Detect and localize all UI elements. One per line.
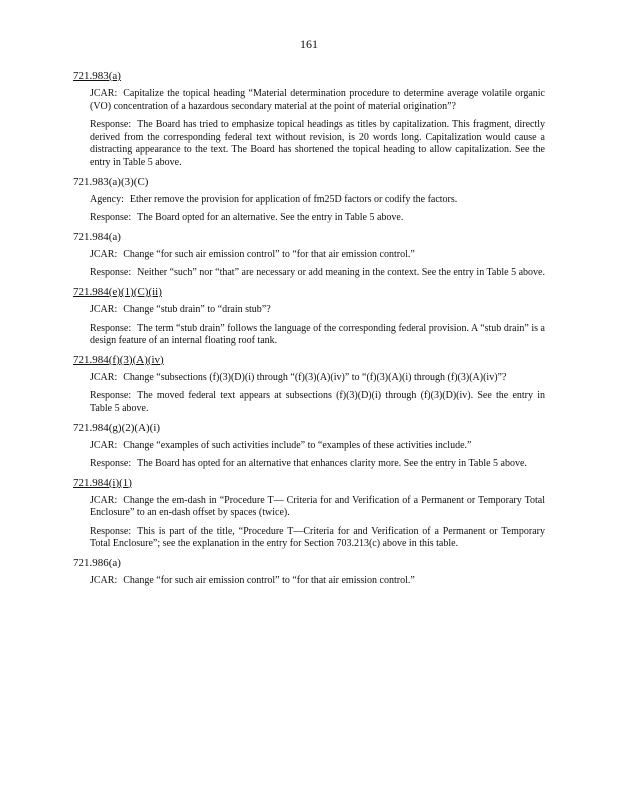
comment-entry (90, 304, 545, 317)
commenter-label: JCAR: (90, 248, 118, 260)
comment-entry (90, 372, 545, 385)
commenter-label: Response: (90, 322, 132, 334)
commenter-label: Response: (90, 212, 132, 224)
commenter-label: Response: (90, 525, 132, 537)
section (73, 286, 545, 348)
comment-text: Capitalize the topical heading “Material determination procedure to determine average volatile organic (VO) concentration of a hazardous secondary material at the point of material origination”? (90, 88, 545, 112)
page-number: 161 (300, 37, 318, 51)
comment-entry (90, 194, 545, 207)
response-text: The Board has tried to emphasize topical headings as titles by capitalization. This fragment, directly derived from the corresponding federal text without revision, is 20 words long. Capitalization would cause a distracting appearance to the text. The Board has shortened the topical heading to allow capitalization. See the entry in Table 5 above. (90, 119, 545, 168)
comment-text: Change the em-dash in “Procedure T— Criteria for and Verification of a Permanent or Temporary Total Enclosure” to an en-dash offset by spaces (twice). (90, 494, 545, 519)
section-heading: 721.983(a)(3)(C) (73, 175, 149, 188)
comment-text: Change “for such air emission control” to “for that air emission control.” (123, 248, 415, 260)
section-heading: 721.984(f)(3)(A)(iv) (73, 353, 164, 366)
response-entry (90, 323, 545, 348)
comment-entry (90, 495, 545, 520)
response-entry (90, 119, 545, 169)
response-entry (90, 458, 545, 471)
comment-entry (90, 88, 545, 113)
section (73, 477, 545, 551)
commenter-label: JCAR: (90, 371, 118, 383)
commenter-label: Response: (90, 390, 132, 402)
section-heading: 721.984(g)(2)(A)(i) (73, 421, 161, 434)
comment-text: Change “examples of such activities include” to “examples of these activities include.” (123, 439, 472, 451)
response-entry (90, 526, 545, 551)
comment-text: Ether remove the provision for application of fm25D factors or codify the factors. (129, 193, 458, 205)
comment-entry (90, 575, 545, 588)
commenter-label: Response: (90, 267, 132, 279)
section (73, 354, 545, 416)
response-text: The Board has opted for an alternative that enhances clarity more. See the entry in Table 5 above. (137, 458, 527, 470)
section-heading: 721.986(a) (73, 557, 121, 570)
response-entry (90, 390, 545, 415)
comment-text: Change “subsections (f)(3)(D)(i) through “(f)(3)(A)(iv)” to “(f)(3)(A)(i) through (f)(3)(A)(iv)”? (123, 371, 507, 383)
section-heading: 721.984(e)(1)(C)(ii) (73, 285, 162, 298)
response-text: Neither “such” nor “that” are necessary or add meaning in the context. See the entry in Table 5 above. (137, 267, 545, 279)
document-body (73, 70, 545, 594)
response-text: This is part of the title, “Procedure T—Criteria for and Verification of a Permanent or Temporary Total Enclosure”; see the explanation in the entry for Section 703.213(c) above in this table. (90, 525, 545, 550)
response-entry (90, 267, 545, 280)
commenter-label: Response: (90, 119, 132, 131)
commenter-label: JCAR: (90, 439, 118, 451)
commenter-label: Agency: (90, 193, 124, 205)
response-text: The term “stub drain” follows the language of the corresponding federal provision. A “stub drain” is a design feature of an internal floating roof tank. (90, 322, 545, 347)
section-heading: 721.984(a) (73, 230, 121, 243)
commenter-label: JCAR: (90, 303, 118, 315)
section (73, 176, 545, 225)
commenter-label: JCAR: (90, 88, 118, 99)
commenter-label: Response: (90, 458, 132, 470)
section-heading: 721.983(a) (73, 70, 121, 82)
response-text: The moved federal text appears at subsections (f)(3)(D)(i) through (f)(3)(D)(iv). See the entry in Table 5 above. (90, 390, 545, 414)
section (73, 422, 545, 471)
section-heading: 721.984(i)(1) (73, 476, 132, 489)
comment-text: Change “for such air emission control” to “for that air emission control.” (123, 575, 415, 587)
response-entry (90, 212, 545, 225)
section (73, 557, 545, 588)
comment-entry (90, 440, 545, 453)
response-text: The Board opted for an alternative. See the entry in Table 5 above. (137, 212, 404, 224)
commenter-label: JCAR: (90, 494, 118, 506)
comment-entry (90, 249, 545, 262)
commenter-label: JCAR: (90, 575, 118, 587)
comment-text: Change “stub drain” to “drain stub”? (123, 303, 271, 315)
section (73, 70, 545, 170)
section (73, 231, 545, 280)
